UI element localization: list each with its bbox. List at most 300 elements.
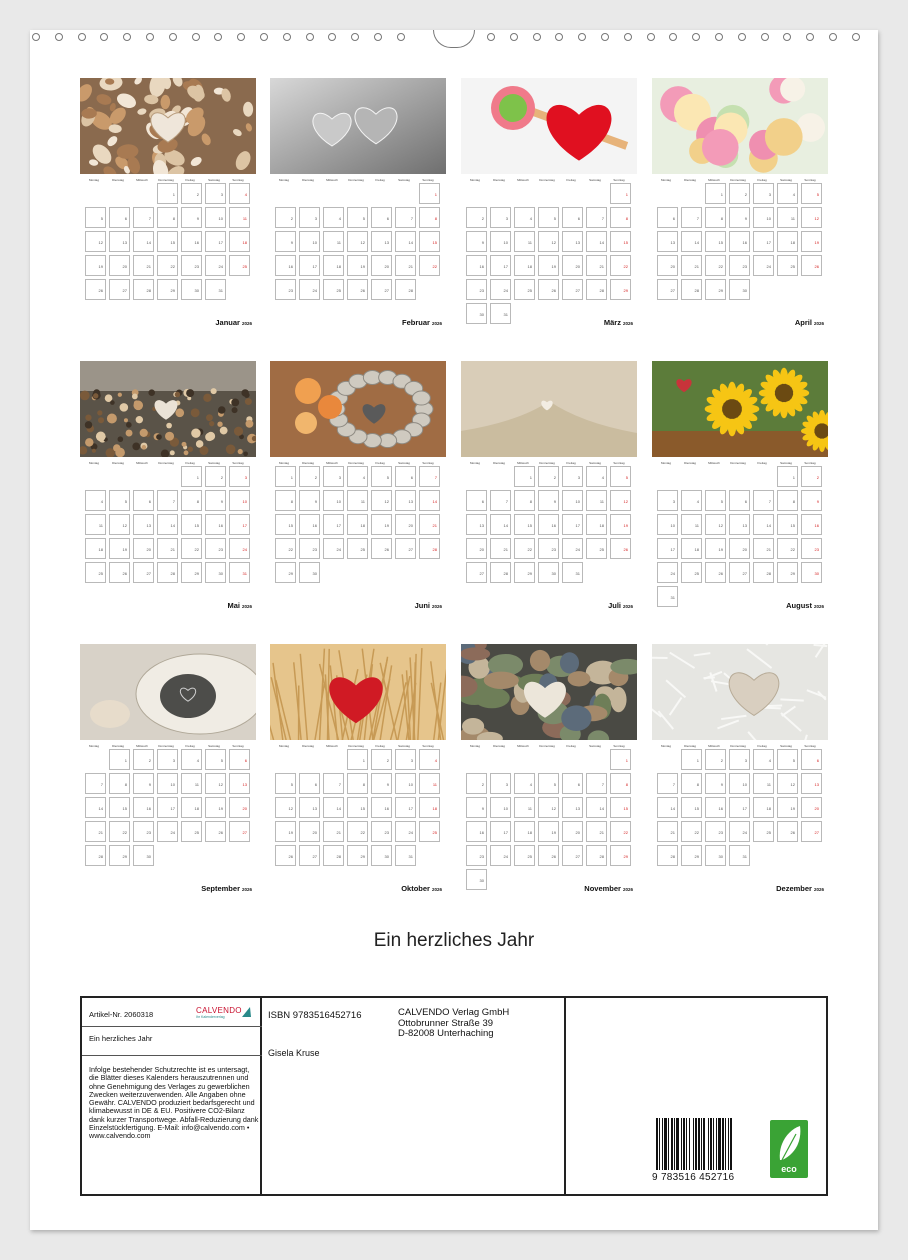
day-number: 29: [170, 288, 175, 293]
day-cell: [181, 279, 202, 300]
day-number: 6: [314, 782, 317, 787]
day-number: 9: [481, 240, 484, 245]
day-number: 16: [479, 264, 484, 269]
day-number: 14: [694, 240, 699, 245]
day-cell: [514, 231, 535, 252]
day-number: 15: [288, 523, 293, 528]
day-cell: [777, 490, 798, 511]
day-number: 2: [148, 758, 151, 763]
day-number: 20: [814, 806, 819, 811]
month-year: 2026: [622, 604, 633, 609]
day-number: 16: [194, 240, 199, 245]
day-cell: [538, 773, 559, 794]
day-cell: [753, 773, 774, 794]
day-number: 27: [575, 288, 580, 293]
day-number: 6: [481, 499, 484, 504]
day-cell: [801, 773, 822, 794]
month-year: 2026: [813, 321, 824, 326]
day-cell: [181, 562, 202, 583]
day-cell: [490, 279, 511, 300]
day-number: 21: [146, 264, 151, 269]
day-number: 11: [360, 499, 365, 504]
day-number: 9: [290, 240, 293, 245]
day-number: 18: [336, 264, 341, 269]
day-cell: [181, 466, 202, 487]
day-cell: [205, 490, 226, 511]
day-number: 10: [218, 216, 223, 221]
day-cell: [514, 845, 535, 866]
day-number: 11: [790, 216, 795, 221]
day-number: 19: [384, 523, 389, 528]
day-number: 4: [768, 758, 771, 763]
day-number: 12: [288, 806, 293, 811]
day-number: 4: [100, 499, 103, 504]
month-name: März: [603, 318, 621, 327]
binding-hole: [692, 33, 700, 41]
day-cell: [85, 255, 106, 276]
day-cell: [681, 514, 702, 535]
day-cell: [323, 514, 344, 535]
day-cell: [777, 562, 798, 583]
day-cell: [705, 797, 726, 818]
day-number: 9: [816, 499, 819, 504]
stone-heart-wreath-roses-image: [270, 361, 446, 457]
day-number: 28: [766, 571, 771, 576]
day-number: 4: [529, 216, 532, 221]
day-number: 28: [503, 571, 508, 576]
day-cell: [777, 231, 798, 252]
day-number: 29: [694, 854, 699, 859]
month-label: [776, 884, 824, 895]
day-cell: [753, 183, 774, 204]
day-number: 31: [670, 595, 675, 600]
weekday-label: Sonntag: [613, 744, 625, 748]
day-cell: [777, 773, 798, 794]
day-number: 14: [599, 240, 604, 245]
weekday-label: Montag: [88, 461, 99, 465]
weekday-label: Mittwoch: [326, 744, 338, 748]
day-number: 5: [625, 475, 628, 480]
binding-hole: [806, 33, 814, 41]
day-cell: [705, 183, 726, 204]
day-cell: [490, 207, 511, 228]
day-cell: [538, 231, 559, 252]
day-cell: [538, 255, 559, 276]
weekday-label: Mittwoch: [326, 178, 338, 182]
day-cell: [323, 773, 344, 794]
binding-hole: [55, 33, 63, 41]
day-number: 19: [98, 264, 103, 269]
day-cell: [801, 821, 822, 842]
day-number: 12: [623, 499, 628, 504]
day-cell: [466, 821, 487, 842]
day-cell: [395, 821, 416, 842]
day-cell: [777, 821, 798, 842]
month-year: 2026: [813, 887, 824, 892]
weekday-label: Dienstag: [493, 461, 505, 465]
day-number: 28: [432, 547, 437, 552]
day-number: 21: [98, 830, 103, 835]
day-number: 31: [242, 571, 247, 576]
day-cell: [395, 255, 416, 276]
day-number: 22: [170, 264, 175, 269]
day-number: 4: [362, 475, 365, 480]
day-number: 29: [122, 854, 127, 859]
day-number: 19: [218, 806, 223, 811]
day-number: 27: [742, 571, 747, 576]
day-number: 16: [479, 830, 484, 835]
binding-hole: [555, 33, 563, 41]
day-cell: [777, 538, 798, 559]
day-cell: [610, 466, 631, 487]
info-row-divider: [82, 1026, 262, 1027]
day-number: 22: [790, 547, 795, 552]
day-number: 10: [503, 806, 508, 811]
binding-hole: [237, 33, 245, 41]
day-number: 17: [766, 240, 771, 245]
day-number: 12: [360, 240, 365, 245]
info-box: [80, 996, 828, 1196]
day-number: 13: [146, 523, 151, 528]
weekday-label: Sonntag: [422, 744, 434, 748]
day-cell: [586, 797, 607, 818]
day-cell: [181, 490, 202, 511]
day-cell: [229, 538, 250, 559]
day-number: 14: [670, 806, 675, 811]
day-number: 13: [742, 523, 747, 528]
day-number: 25: [360, 547, 365, 552]
day-number: 21: [670, 830, 675, 835]
day-number: 25: [790, 264, 795, 269]
day-cell: [85, 231, 106, 252]
day-cell: [753, 207, 774, 228]
day-cell: [681, 207, 702, 228]
day-number: 12: [218, 782, 223, 787]
day-cell: [347, 231, 368, 252]
day-cell: [538, 514, 559, 535]
binding-hole: [260, 33, 268, 41]
day-number: 18: [694, 547, 699, 552]
day-number: 22: [432, 264, 437, 269]
day-cell: [610, 279, 631, 300]
day-number: 26: [623, 547, 628, 552]
day-number: 7: [148, 216, 151, 221]
day-number: 2: [290, 216, 293, 221]
day-number: 21: [599, 264, 604, 269]
day-cell: [610, 538, 631, 559]
day-number: 1: [124, 758, 127, 763]
day-number: 3: [314, 216, 317, 221]
day-number: 28: [336, 854, 341, 859]
day-cell: [490, 255, 511, 276]
day-cell: [419, 466, 440, 487]
day-number: 18: [527, 830, 532, 835]
day-number: 27: [384, 288, 389, 293]
calvendo-logo-sub: Ihr Kalenderverlag: [196, 1015, 225, 1019]
month-photo: [80, 78, 256, 174]
day-cell: [562, 490, 583, 511]
day-cell: [729, 845, 750, 866]
weekday-label: Donnerstag: [348, 744, 364, 748]
day-number: 24: [670, 571, 675, 576]
day-number: 3: [577, 475, 580, 480]
month-label: [786, 601, 824, 612]
day-number: 28: [170, 571, 175, 576]
day-cell: [657, 490, 678, 511]
day-cell: [729, 279, 750, 300]
day-cell: [466, 869, 487, 890]
day-number: 7: [172, 499, 175, 504]
day-cell: [466, 207, 487, 228]
weekday-label: Freitag: [566, 744, 576, 748]
day-number: 5: [386, 475, 389, 480]
day-cell: [586, 207, 607, 228]
weekday-label: Samstag: [208, 461, 220, 465]
day-cell: [586, 490, 607, 511]
day-number: 25: [98, 571, 103, 576]
month-year: 2026: [431, 321, 442, 326]
day-cell: [205, 466, 226, 487]
day-cell: [371, 514, 392, 535]
weekday-label: Mittwoch: [136, 461, 148, 465]
weekday-label: Mittwoch: [136, 744, 148, 748]
day-number: 1: [434, 192, 437, 197]
day-number: 14: [146, 240, 151, 245]
day-cell: [610, 490, 631, 511]
day-cell: [229, 797, 250, 818]
day-cell: [323, 207, 344, 228]
day-number: 5: [124, 499, 127, 504]
day-number: 12: [551, 240, 556, 245]
day-cell: [229, 562, 250, 583]
glass-hearts-image: [270, 78, 446, 174]
day-number: 24: [242, 547, 247, 552]
weekday-label: Sonntag: [804, 178, 816, 182]
day-number: 8: [434, 216, 437, 221]
weekday-label: Freitag: [757, 461, 767, 465]
day-number: 10: [742, 782, 747, 787]
day-number: 26: [790, 830, 795, 835]
day-number: 15: [623, 240, 628, 245]
binding-hole: [32, 33, 40, 41]
day-cell: [371, 279, 392, 300]
binding-hole: [487, 33, 495, 41]
day-number: 13: [575, 806, 580, 811]
day-number: 5: [553, 782, 556, 787]
day-number: 3: [244, 475, 247, 480]
day-cell: [514, 466, 535, 487]
month-year: 2026: [622, 321, 633, 326]
day-cell: [275, 279, 296, 300]
day-cell: [205, 255, 226, 276]
day-cell: [323, 490, 344, 511]
day-cell: [133, 279, 154, 300]
day-number: 6: [577, 216, 580, 221]
weekday-label: Samstag: [780, 744, 792, 748]
day-number: 29: [527, 571, 532, 576]
legal-notice: Infolge bestehender Schutzrechte ist es untersagt, die Blätter dieses Kalenders herauszutrennen und ohne Genehmigung des Verlages zu gewerblichen Zwecken weiterzuverwenden. Alle Angaben ohne Gewähr. CALVENDO produziert bedarfsgerecht und klimabewusst in DE & EU. Positivere CO2-Bilanz dank kurzer Transportwege. Abfall-Reduzierung dank Einzelstückfertigung. E-Mail: info@calvendo.com • www.calvendo.com: [89, 1065, 259, 1141]
day-cell: [275, 773, 296, 794]
day-number: 28: [98, 854, 103, 859]
day-number: 18: [527, 264, 532, 269]
day-cell: [610, 255, 631, 276]
day-cell: [610, 231, 631, 252]
day-cell: [181, 207, 202, 228]
day-cell: [705, 490, 726, 511]
day-cell: [610, 845, 631, 866]
day-cell: [181, 514, 202, 535]
weekday-label: Mittwoch: [708, 744, 720, 748]
weekday-label: Freitag: [185, 461, 195, 465]
day-cell: [395, 749, 416, 770]
day-cell: [514, 538, 535, 559]
day-cell: [323, 538, 344, 559]
barcode-digits: 9 783516 452716: [652, 1172, 735, 1183]
day-cell: [109, 538, 130, 559]
day-number: 29: [623, 288, 628, 293]
binding-hole: [783, 33, 791, 41]
day-number: 19: [551, 830, 556, 835]
day-cell: [466, 303, 487, 324]
day-number: 4: [529, 782, 532, 787]
month-label: [795, 318, 824, 329]
day-number: 19: [551, 264, 556, 269]
day-cell: [133, 773, 154, 794]
month-name: Dezember: [776, 884, 812, 893]
day-number: 4: [434, 758, 437, 763]
month-photo: [270, 644, 446, 740]
day-number: 24: [336, 547, 341, 552]
day-cell: [205, 207, 226, 228]
day-cell: [514, 207, 535, 228]
day-cell: [705, 562, 726, 583]
day-number: 11: [336, 240, 341, 245]
day-cell: [395, 279, 416, 300]
day-number: 22: [694, 830, 699, 835]
day-cell: [490, 773, 511, 794]
day-cell: [681, 797, 702, 818]
day-number: 5: [553, 216, 556, 221]
weekday-label: Mittwoch: [517, 461, 529, 465]
day-cell: [371, 773, 392, 794]
month-year: 2026: [241, 321, 252, 326]
day-number: 1: [196, 475, 199, 480]
day-number: 13: [384, 240, 389, 245]
month-photo: [461, 644, 637, 740]
day-number: 15: [694, 806, 699, 811]
day-cell: [205, 231, 226, 252]
day-number: 17: [408, 806, 413, 811]
day-number: 27: [312, 854, 317, 859]
day-number: 11: [527, 240, 532, 245]
day-number: 19: [623, 523, 628, 528]
weekday-label: Mittwoch: [136, 178, 148, 182]
day-number: 4: [696, 499, 699, 504]
day-number: 20: [242, 806, 247, 811]
binding-hole: [146, 33, 154, 41]
day-cell: [133, 231, 154, 252]
day-number: 19: [718, 547, 723, 552]
day-number: 2: [481, 782, 484, 787]
day-cell: [347, 797, 368, 818]
weekday-label: Sonntag: [232, 744, 244, 748]
day-number: 24: [766, 264, 771, 269]
day-cell: [323, 231, 344, 252]
day-cell: [371, 749, 392, 770]
day-cell: [275, 231, 296, 252]
day-number: 21: [336, 830, 341, 835]
binding-hole: [533, 33, 541, 41]
weekday-label: Montag: [88, 178, 99, 182]
day-cell: [466, 255, 487, 276]
day-number: 8: [196, 499, 199, 504]
day-number: 7: [672, 782, 675, 787]
day-number: 14: [408, 240, 413, 245]
day-cell: [395, 514, 416, 535]
weekday-label: Dienstag: [684, 178, 696, 182]
day-cell: [562, 845, 583, 866]
day-number: 14: [98, 806, 103, 811]
day-cell: [801, 466, 822, 487]
day-cell: [801, 183, 822, 204]
day-cell: [347, 279, 368, 300]
weekday-label: Dienstag: [493, 178, 505, 182]
weekday-label: Sonntag: [613, 178, 625, 182]
day-cell: [157, 490, 178, 511]
day-number: 9: [220, 499, 223, 504]
day-number: 22: [360, 830, 365, 835]
day-number: 3: [172, 758, 175, 763]
day-cell: [801, 207, 822, 228]
day-cell: [133, 749, 154, 770]
day-cell: [275, 797, 296, 818]
day-number: 1: [529, 475, 532, 480]
day-number: 6: [577, 782, 580, 787]
weekday-label: Donnerstag: [158, 461, 174, 465]
day-number: 7: [434, 475, 437, 480]
day-number: 13: [312, 806, 317, 811]
binding-hole: [647, 33, 655, 41]
day-cell: [371, 538, 392, 559]
day-number: 9: [196, 216, 199, 221]
day-number: 27: [408, 547, 413, 552]
day-number: 26: [814, 264, 819, 269]
day-number: 14: [766, 523, 771, 528]
day-cell: [586, 514, 607, 535]
calvendo-mark-icon: [240, 1006, 252, 1018]
day-cell: [562, 538, 583, 559]
day-number: 16: [218, 523, 223, 528]
day-cell: [681, 231, 702, 252]
day-cell: [205, 279, 226, 300]
heart-in-sand-image: [461, 361, 637, 457]
weekday-label: Dienstag: [493, 744, 505, 748]
day-cell: [681, 255, 702, 276]
day-cell: [275, 255, 296, 276]
day-cell: [299, 466, 320, 487]
day-number: 6: [672, 216, 675, 221]
day-cell: [299, 845, 320, 866]
day-number: 17: [218, 240, 223, 245]
day-number: 16: [718, 806, 723, 811]
weekday-label: Mittwoch: [708, 178, 720, 182]
day-cell: [753, 562, 774, 583]
day-number: 21: [408, 264, 413, 269]
day-cell: [705, 821, 726, 842]
day-cell: [205, 821, 226, 842]
day-number: 23: [218, 547, 223, 552]
shell-heart-on-beach-image: [80, 361, 256, 457]
